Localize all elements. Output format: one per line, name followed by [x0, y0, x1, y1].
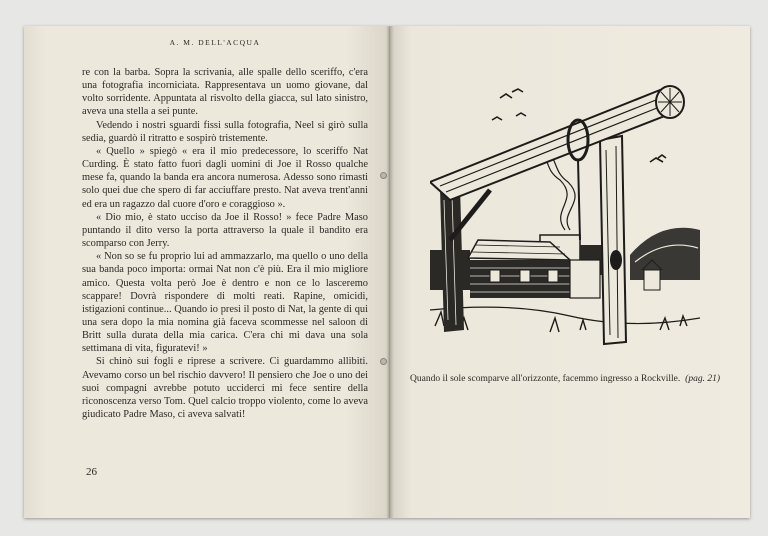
page-number: 26 [86, 466, 97, 478]
paragraph: Si chinò sui fogli e riprese a scrivere. Ci guardammo allibiti. Avevamo corso un bel rischio davvero! Il pensiero che Joe o uno dei suoi compagni avrebbe potuto ucciderci mi fece sentire della riconoscenza verso Tom. Quel calcio troppo violento, come lo aveva giudicato Padre Maso, ci aveva salvati! [82, 356, 368, 421]
binding-hole [380, 358, 387, 365]
paragraph: « Non so se fu proprio lui ad ammazzarlo, ma quello o uno della sua banda poco importa: ormai Nat non c'è più. Era il mio migliore amico. Questa volta però Joe è dentro e non ce lo lasceremo scappare! Dovrà rispondere di molti reati. Rapine, omicidi, istigazioni continue... Quando io presi il posto di Nat, la gente di qui una sera dopo la mia nomina già faceva scommesse nel saloon di Britt sulla durata della mia carica. C'era chi mi dava una sola settimana di vita, figuratevi! » [82, 251, 368, 355]
left-page-text [82, 66, 368, 421]
caption-text: Quando il sole scomparve all'orizzonte, facemmo ingresso a Rockville. [410, 374, 681, 384]
western-town-gallows-illustration [430, 80, 700, 352]
paragraph: « Dio mio, è stato ucciso da Joe il Rosso! » fece Padre Maso puntando il dito verso la porta attraverso la quale il bandito era scomparso con Jerry. [82, 211, 368, 250]
caption-page-reference: (pag. 21) [685, 374, 720, 384]
binding-hole [380, 172, 387, 179]
paragraph: « Quello » spiegò « era il mio predecessore, lo sceriffo Nat Curding. È stato fatto fuori dagli uomini di Joe il Rosso qualche mese fa, quando la banda era ancora numerosa. Adesso sono rimasti solo quei due che spero di far acciuffare presto. Nat aveva trent'anni ed era un ragazzo dal cuore d'oro e coraggioso ». [82, 145, 368, 210]
book-gutter [386, 26, 394, 518]
illustration-caption [410, 373, 720, 386]
paragraph: Vedendo i nostri sguardi fissi sulla fotografia, Neel si girò sulla sedia, guardò il ritratto e sospirò tristemente. [82, 119, 368, 144]
paragraph: re con la barba. Sopra la scrivania, alle spalle dello sceriffo, c'era una fotografia incorniciata. Rappresentava un uomo giovane, dal volto sorridente. Appuntata al risvolto della giacca, sul lato sinistro, aveva una stella a sei punte. [82, 67, 368, 118]
running-head: A. M. DELL'ACQUA [169, 38, 261, 47]
